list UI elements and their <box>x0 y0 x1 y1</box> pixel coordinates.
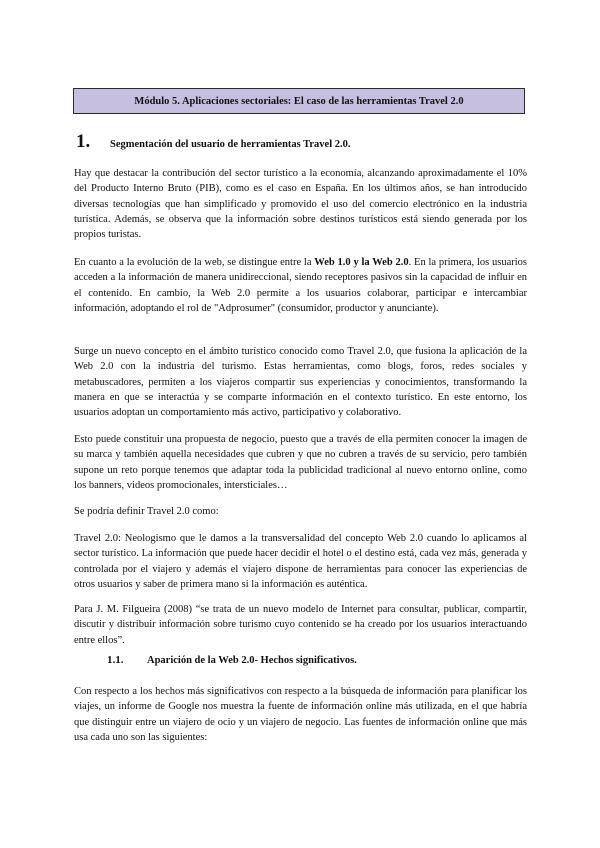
paragraph-2-text-b: . En la primera, los usuarios acceden a la información de manera unidireccional, siendo receptores pasivos sin la capacidad de influir en el contenido. En cambio, la Web 2.0 permite a los usuarios colaborar, participar e intercambiar información, adoptando el rol de "Adprosumer" (consumidor, productor y anunciante). <box>74 257 527 314</box>
paragraph-2 <box>74 255 527 316</box>
section-1-1-number: 1.1. <box>107 654 124 666</box>
paragraph-2-bold: Web 1.0 y la Web 2.0 <box>314 257 409 268</box>
section-1-title: Segmentación del usuario de herramientas Travel 2.0. <box>110 139 351 150</box>
paragraph-8: Con respecto a los hechos más significativos con respecto a la búsqueda de información para planificar los viajes, un informe de Google nos muestra la fuente de información online más utilizada, en el que habría que distinguir entre un viajero de ocio y un viajero de negocio. Las fuentes de información online que más usa cada uno son las siguientes: <box>74 686 527 743</box>
section-1-heading <box>76 131 351 153</box>
paragraph-1: Hay que destacar la contribución del sector turístico a la economía, alcanzando aproximadamente el 10% del Producto Interno Bruto (PIB), como es el caso en España. En los últimos años, se han introducido diversas tecnologías que han simplificado y promovido el uso del comercio electrónico en la industria turística. Además, se observa que la información sobre destinos turísticos está siendo generada por los propios turistas. <box>74 168 527 241</box>
section-1-1-title: Aparición de la Web 2.0- Hechos significativos. <box>147 655 357 666</box>
paragraph-5: Se podría definir Travel 2.0 como: <box>74 506 219 517</box>
module-header-box <box>73 88 525 114</box>
paragraph-4: Esto puede constituir una propuesta de negocio, puesto que a través de ella permiten conocer la imagen de su marca y también aquella necesidades que cubren y que no cubren a través de su servicio, pero también supone un reto porque tenemos que adaptar toda la publicidad tradicional al nuevo entorno online, como los banners, videos promocionales, intersticiales… <box>74 434 527 491</box>
paragraph-3: Surge un nuevo concepto en el ámbito turístico conocido como Travel 2.0, que fusiona la aplicación de la Web 2.0 con la industria del turismo. Estas herramientas, como blogs, foros, redes sociales y metabuscadores, permiten a los viajeros compartir sus experiencias y conocimientos, transformando la manera en que se interactúa y se comparte información en el contexto turístico. En este entorno, los usuarios adoptan un comportamiento más activo, participativo y colaborativo. <box>74 346 527 419</box>
module-title: Módulo 5. Aplicaciones sectoriales: El caso de las herramientas Travel 2.0 <box>134 95 464 107</box>
paragraph-2-text-a: En cuanto a la evolución de la web, se distingue entre la <box>74 257 315 268</box>
section-1-1-heading <box>107 654 357 666</box>
paragraph-7: Para J. M. Filgueira (2008) “se trata de un nuevo modelo de Internet para consultar, publicar, compartir, discutir y distribuir información sobre turismo cuyo contenido se ha creado por los usuarios interactuando entre ellos”. <box>74 604 527 646</box>
section-1-number: 1. <box>76 131 91 152</box>
paragraph-6: Travel 2.0: Neologismo que le damos a la transversalidad del concepto Web 2.0 cuando lo aplicamos al sector turístico. La información que puede hacer decidir el hotel o el destino está, cada vez más, generada y controlada por el viajero y además el viajero dispone de herramientas para conocer las experiencias de otros usuarios y saber de primera mano si la información es auténtica. <box>74 533 527 590</box>
